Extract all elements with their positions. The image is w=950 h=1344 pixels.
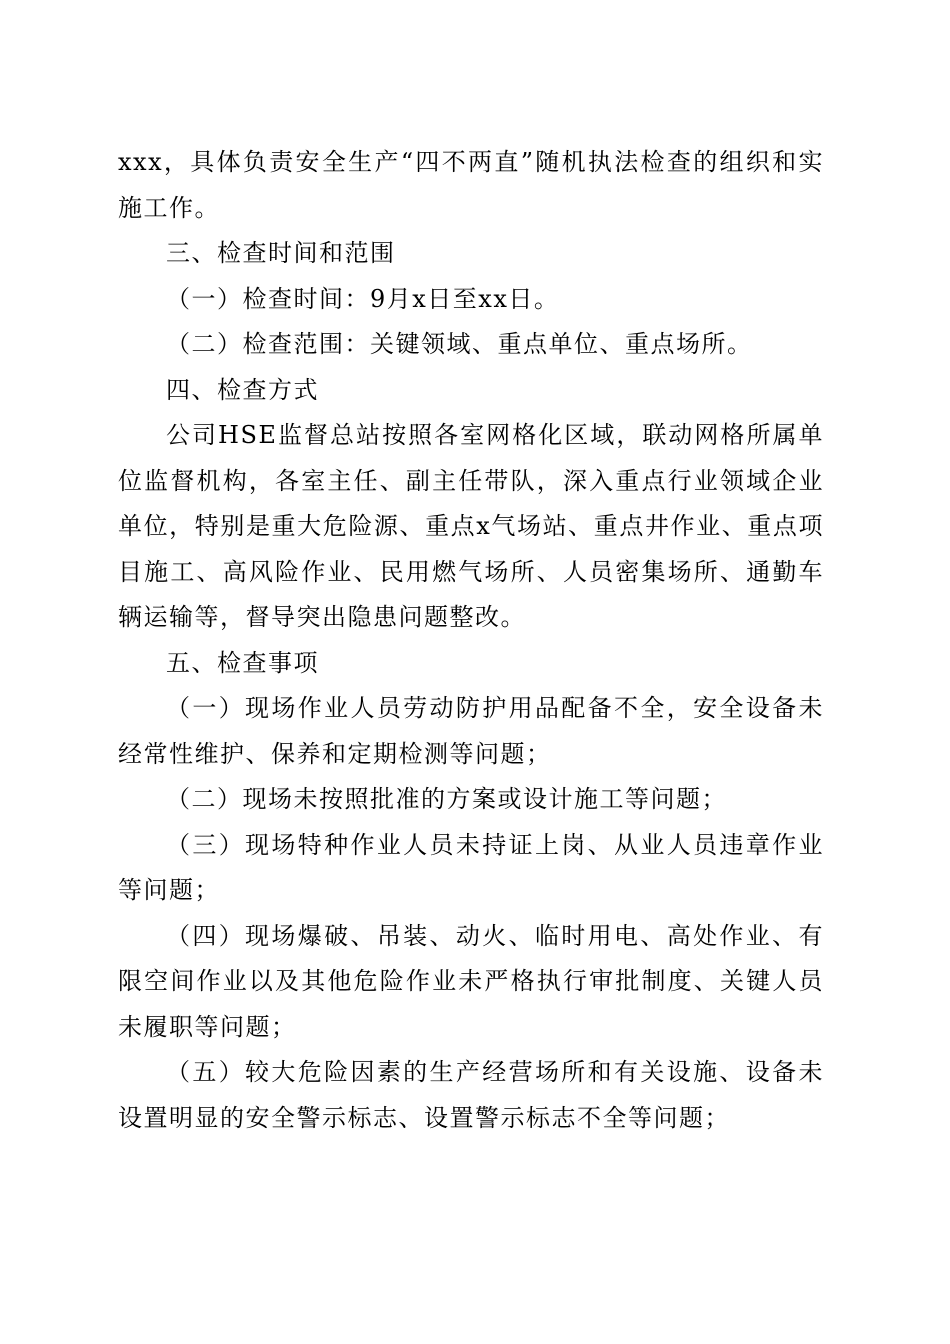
paragraph-item-1: （一）现场作业人员劳动防护用品配备不全，安全设备未经常性维护、保养和定期检测等问题； (118, 694, 824, 768)
paragraph-continuation: xxx，具体负责安全生产“四不两直”随机执法检查的组织和实施工作。 (118, 148, 824, 222)
section-heading-4: 四、检查方式 (166, 375, 319, 404)
paragraph-item-3: （三）现场特种作业人员未持证上岗、从业人员违章作业等问题； (118, 830, 824, 904)
paragraph-check-time: （一）检查时间：9月x日至xx日。 (166, 284, 560, 313)
document-page (118, 140, 824, 1141)
paragraph-check-method: 公司HSE监督总站按照各室网格化区域，联动网格所属单位监督机构，各室主任、副主任带队，深入重点行业领域企业单位，特别是重大危险源、重点x气场站、重点井作业、重点项目施工、高风险作业、民用燃气场所、人员密集场所、通勤车辆运输等，督导突出隐患问题整改。 (118, 421, 824, 631)
paragraph-item-4: （四）现场爆破、吊装、动火、临时用电、高处作业、有限空间作业以及其他危险作业未严格执行审批制度、关键人员未履职等问题； (118, 921, 824, 1041)
paragraph-item-2: （二）现场未按照批准的方案或设计施工等问题； (166, 785, 727, 813)
paragraph-check-scope: （二）检查范围：关键领域、重点单位、重点场所。 (166, 330, 753, 358)
paragraph-item-5: （五）较大危险因素的生产经营场所和有关设施、设备未设置明显的安全警示标志、设置警示标志不全等问题； (118, 1058, 824, 1132)
section-heading-3: 三、检查时间和范围 (166, 239, 396, 267)
section-heading-5: 五、检查事项 (166, 648, 319, 677)
